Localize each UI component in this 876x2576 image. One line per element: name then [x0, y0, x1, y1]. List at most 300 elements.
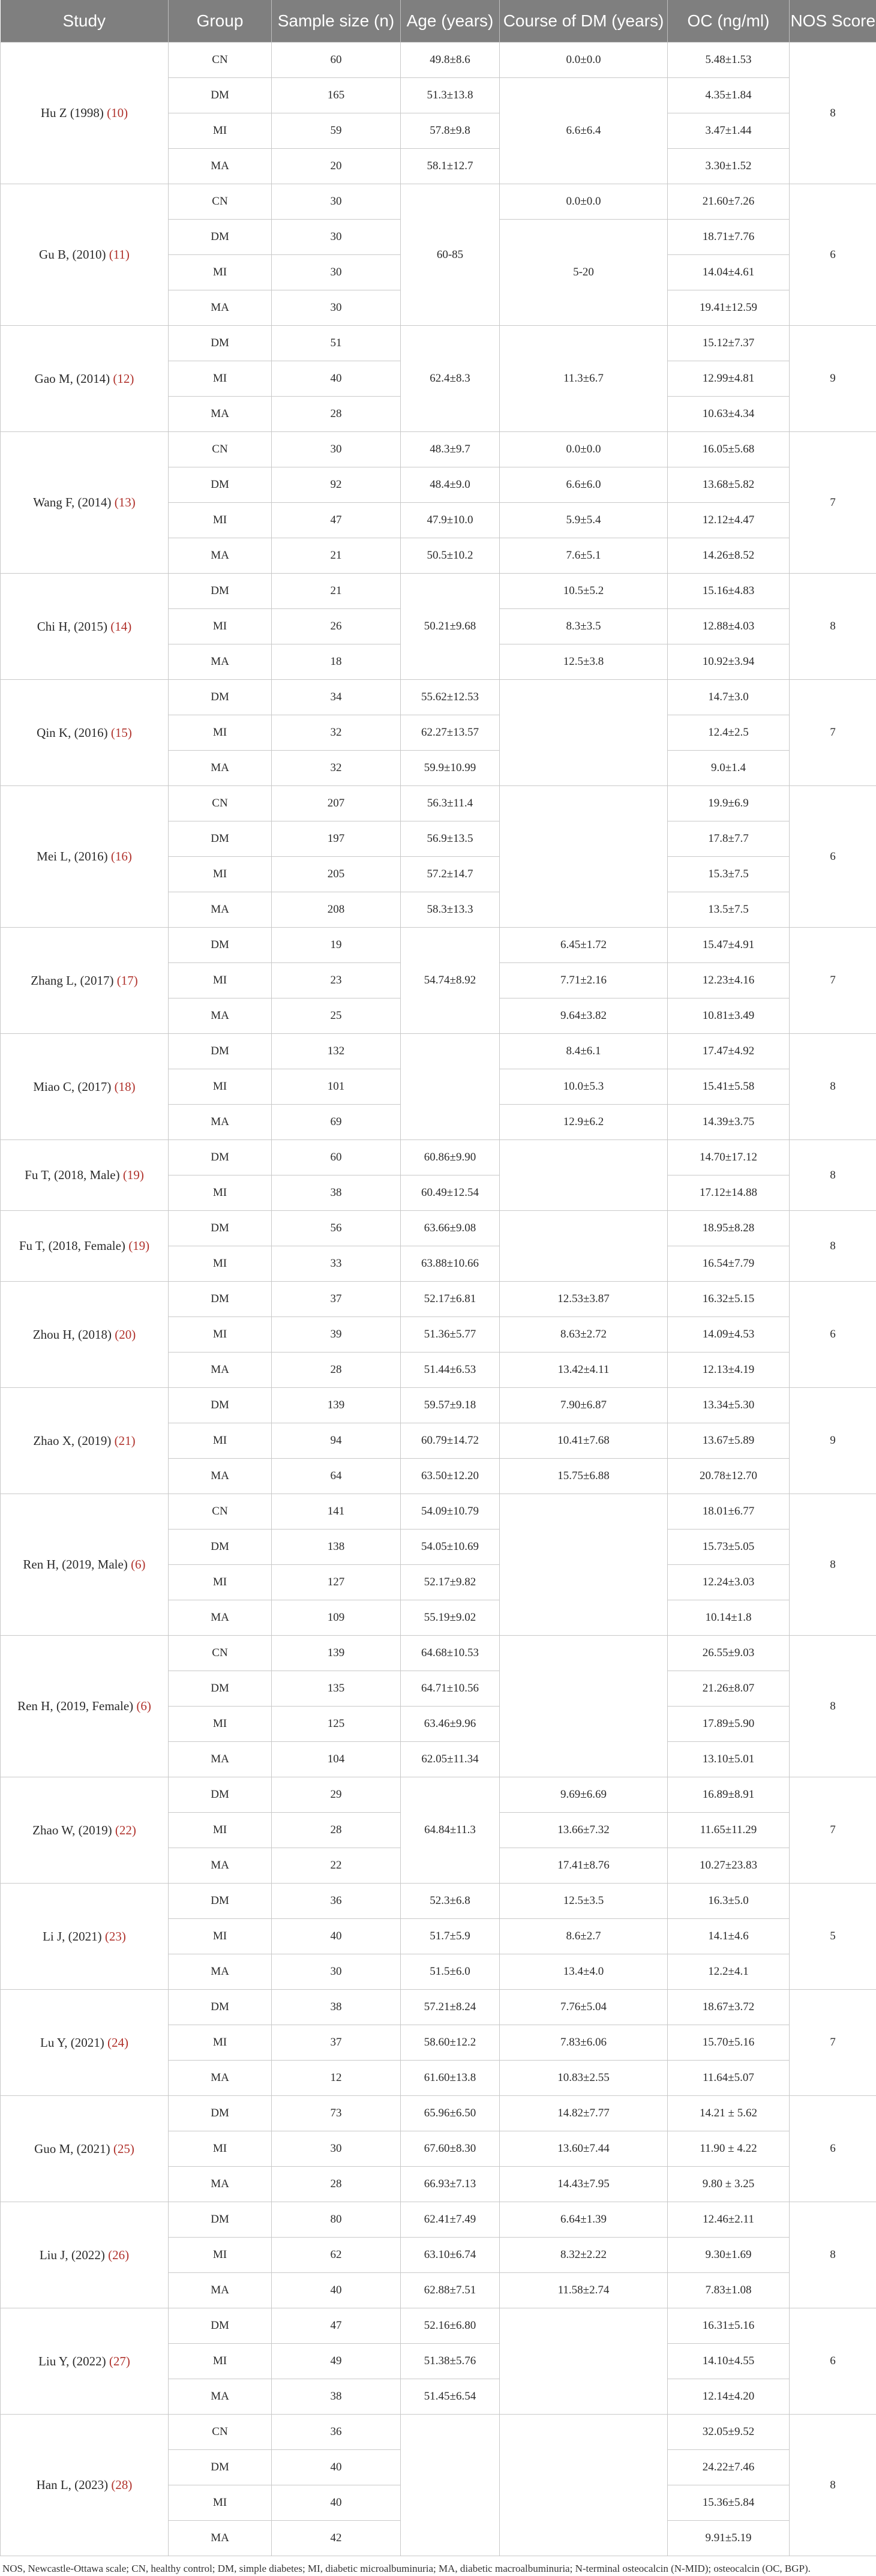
group-cell: MA — [169, 2379, 272, 2415]
age-cell: 52.17±9.82 — [401, 1565, 500, 1600]
oc-cell: 17.47±4.92 — [668, 1034, 790, 1069]
sample-size-cell: 138 — [272, 1530, 401, 1565]
study-reference-link[interactable]: (14) — [110, 619, 131, 634]
sample-size-cell: 94 — [272, 1423, 401, 1459]
age-cell: 56.9±13.5 — [401, 821, 500, 857]
age-cell: 63.10±6.74 — [401, 2238, 500, 2273]
study-cell — [1, 1990, 169, 2096]
header-nos: NOS Score — [790, 0, 876, 43]
study-reference-link[interactable]: (21) — [115, 1434, 136, 1448]
sample-size-cell: 197 — [272, 821, 401, 857]
study-cell — [1, 1034, 169, 1140]
course-dm-cell: 12.5±3.8 — [500, 644, 668, 680]
oc-cell: 17.8±7.7 — [668, 821, 790, 857]
sample-size-cell: 23 — [272, 963, 401, 998]
study-reference-link[interactable]: (20) — [115, 1327, 136, 1342]
age-cell: 51.3±13.8 — [401, 78, 500, 113]
age-cell: 57.21±8.24 — [401, 1990, 500, 2025]
table-row — [1, 574, 876, 609]
sample-size-cell: 47 — [272, 503, 401, 538]
group-cell: DM — [169, 1282, 272, 1317]
oc-cell: 13.5±7.5 — [668, 892, 790, 928]
group-cell: CN — [169, 432, 272, 467]
sample-size-cell: 139 — [272, 1636, 401, 1671]
nos-score-cell: 8 — [790, 2415, 876, 2556]
oc-cell: 16.31±5.16 — [668, 2308, 790, 2344]
study-reference-link[interactable]: (19) — [123, 1168, 144, 1182]
oc-cell: 14.10±4.55 — [668, 2344, 790, 2379]
group-cell: MI — [169, 963, 272, 998]
course-dm-cell: 9.69±6.69 — [500, 1777, 668, 1813]
oc-cell: 12.4±2.5 — [668, 715, 790, 751]
study-reference-link[interactable]: (24) — [107, 2035, 128, 2050]
course-dm-cell: 12.5±3.5 — [500, 1884, 668, 1919]
sample-size-cell: 60 — [272, 1140, 401, 1175]
study-reference-link[interactable]: (6) — [131, 1557, 146, 1572]
oc-cell: 15.12±7.37 — [668, 326, 790, 361]
group-cell: DM — [169, 1777, 272, 1813]
age-cell: 60-85 — [401, 184, 500, 326]
age-cell: 62.4±8.3 — [401, 326, 500, 432]
oc-cell: 19.9±6.9 — [668, 786, 790, 821]
course-dm-cell: 9.64±3.82 — [500, 998, 668, 1034]
table-row — [1, 1388, 876, 1423]
study-reference-link[interactable]: (26) — [108, 2248, 129, 2262]
sample-size-cell: 207 — [272, 786, 401, 821]
nos-score-cell: 6 — [790, 1282, 876, 1388]
age-cell: 48.4±9.0 — [401, 467, 500, 503]
sample-size-cell: 104 — [272, 1742, 401, 1777]
nos-score-cell: 6 — [790, 2096, 876, 2202]
age-cell: 52.17±6.81 — [401, 1282, 500, 1317]
group-cell: MA — [169, 1742, 272, 1777]
study-reference-link[interactable]: (19) — [128, 1238, 149, 1253]
study-reference-link[interactable]: (6) — [136, 1699, 151, 1713]
sample-size-cell: 56 — [272, 1211, 401, 1246]
oc-cell: 21.60±7.26 — [668, 184, 790, 220]
sample-size-cell: 40 — [272, 2273, 401, 2308]
sample-size-cell: 80 — [272, 2202, 401, 2238]
header-oc: OC (ng/ml) — [668, 0, 790, 43]
age-cell: 47.9±10.0 — [401, 503, 500, 538]
sample-size-cell: 36 — [272, 1884, 401, 1919]
age-cell: 55.19±9.02 — [401, 1600, 500, 1636]
age-cell: 62.88±7.51 — [401, 2273, 500, 2308]
study-cell — [1, 1777, 169, 1884]
course-dm-cell: 8.63±2.72 — [500, 1317, 668, 1353]
group-cell: MI — [169, 1813, 272, 1848]
age-cell: 51.38±5.76 — [401, 2344, 500, 2379]
sample-size-cell: 135 — [272, 1671, 401, 1707]
oc-cell: 15.73±5.05 — [668, 1530, 790, 1565]
nos-score-cell: 7 — [790, 1777, 876, 1884]
course-dm-cell: 14.43±7.95 — [500, 2167, 668, 2202]
oc-cell: 14.7±3.0 — [668, 680, 790, 715]
oc-cell: 7.83±1.08 — [668, 2273, 790, 2308]
sample-size-cell: 28 — [272, 1353, 401, 1388]
course-dm-cell: 11.58±2.74 — [500, 2273, 668, 2308]
group-cell: MA — [169, 2167, 272, 2202]
sample-size-cell: 40 — [272, 1919, 401, 1954]
study-reference-link[interactable]: (27) — [109, 2354, 130, 2368]
study-reference-link[interactable]: (16) — [111, 849, 132, 863]
nos-score-cell: 8 — [790, 43, 876, 184]
oc-cell: 19.41±12.59 — [668, 290, 790, 326]
oc-cell: 16.32±5.15 — [668, 1282, 790, 1317]
group-cell: MA — [169, 751, 272, 786]
study-cell — [1, 326, 169, 432]
sample-size-cell: 132 — [272, 1034, 401, 1069]
oc-cell: 12.99±4.81 — [668, 361, 790, 397]
age-cell: 51.36±5.77 — [401, 1317, 500, 1353]
study-name: Miao C, (2017) — [33, 1079, 111, 1094]
study-cell — [1, 574, 169, 680]
course-dm-cell: 17.41±8.76 — [500, 1848, 668, 1884]
oc-cell: 4.35±1.84 — [668, 78, 790, 113]
sample-size-cell: 64 — [272, 1459, 401, 1494]
sample-size-cell: 40 — [272, 2450, 401, 2485]
study-cell — [1, 680, 169, 786]
nos-score-cell: 8 — [790, 1140, 876, 1211]
study-reference-link[interactable]: (15) — [111, 725, 132, 740]
study-reference-link[interactable]: (25) — [113, 2142, 134, 2156]
oc-cell: 12.14±4.20 — [668, 2379, 790, 2415]
sample-size-cell: 62 — [272, 2238, 401, 2273]
course-dm-cell: 15.75±6.88 — [500, 1459, 668, 1494]
oc-cell: 18.95±8.28 — [668, 1211, 790, 1246]
age-cell: 51.5±6.0 — [401, 1954, 500, 1990]
sample-size-cell: 60 — [272, 43, 401, 78]
oc-cell: 14.04±4.61 — [668, 255, 790, 290]
study-name: Li J, (2021) — [43, 1929, 102, 1944]
oc-cell: 14.1±4.6 — [668, 1919, 790, 1954]
nos-score-cell: 8 — [790, 1494, 876, 1636]
group-cell: DM — [169, 2096, 272, 2131]
oc-cell: 16.3±5.0 — [668, 1884, 790, 1919]
age-cell: 62.27±13.57 — [401, 715, 500, 751]
age-cell: 58.3±13.3 — [401, 892, 500, 928]
group-cell: CN — [169, 43, 272, 78]
age-cell: 54.74±8.92 — [401, 928, 500, 1034]
course-dm-cell — [500, 680, 668, 786]
course-dm-cell: 6.6±6.0 — [500, 467, 668, 503]
age-cell: 64.84±11.3 — [401, 1777, 500, 1884]
sample-size-cell: 28 — [272, 2167, 401, 2202]
course-dm-cell: 5-20 — [500, 220, 668, 326]
course-dm-cell: 13.42±4.11 — [500, 1353, 668, 1388]
oc-cell: 18.67±3.72 — [668, 1990, 790, 2025]
age-cell: 58.1±12.7 — [401, 149, 500, 184]
table-row — [1, 184, 876, 220]
study-reference-link[interactable]: (28) — [111, 2478, 132, 2492]
sample-size-cell: 26 — [272, 609, 401, 644]
oc-cell: 20.78±12.70 — [668, 1459, 790, 1494]
sample-size-cell: 30 — [272, 220, 401, 255]
oc-cell: 9.80 ± 3.25 — [668, 2167, 790, 2202]
group-cell: MI — [169, 1246, 272, 1282]
oc-cell: 15.41±5.58 — [668, 1069, 790, 1105]
age-cell: 54.05±10.69 — [401, 1530, 500, 1565]
study-name: Han L, (2023) — [37, 2478, 109, 2492]
group-cell: MA — [169, 290, 272, 326]
table-row — [1, 2096, 876, 2131]
table-row — [1, 1884, 876, 1919]
study-name: Qin K, (2016) — [37, 725, 107, 740]
oc-cell: 24.22±7.46 — [668, 2450, 790, 2485]
group-cell: MA — [169, 892, 272, 928]
oc-cell: 12.13±4.19 — [668, 1353, 790, 1388]
sample-size-cell: 30 — [272, 2131, 401, 2167]
oc-cell: 3.30±1.52 — [668, 149, 790, 184]
sample-size-cell: 18 — [272, 644, 401, 680]
group-cell: MI — [169, 1919, 272, 1954]
sample-size-cell: 92 — [272, 467, 401, 503]
study-name: Wang F, (2014) — [33, 495, 111, 509]
course-dm-cell — [500, 1140, 668, 1211]
course-dm-cell: 5.9±5.4 — [500, 503, 668, 538]
nos-score-cell: 7 — [790, 928, 876, 1034]
study-name: Fu T, (2018, Male) — [25, 1168, 119, 1182]
nos-score-cell: 7 — [790, 680, 876, 786]
age-cell: 64.68±10.53 — [401, 1636, 500, 1671]
sample-size-cell: 36 — [272, 2415, 401, 2450]
sample-size-cell: 109 — [272, 1600, 401, 1636]
age-cell: 50.21±9.68 — [401, 574, 500, 680]
age-cell: 57.2±14.7 — [401, 857, 500, 892]
study-reference-link[interactable]: (11) — [109, 247, 130, 262]
course-dm-cell: 0.0±0.0 — [500, 432, 668, 467]
course-dm-cell — [500, 2415, 668, 2556]
nos-score-cell: 9 — [790, 1388, 876, 1494]
group-cell: MA — [169, 644, 272, 680]
nos-score-cell: 7 — [790, 432, 876, 574]
sample-size-cell: 38 — [272, 1990, 401, 2025]
group-cell: MI — [169, 609, 272, 644]
group-cell: DM — [169, 574, 272, 609]
group-cell: MI — [169, 2238, 272, 2273]
header-course-dm: Course of DM (years) — [500, 0, 668, 43]
sample-size-cell: 22 — [272, 1848, 401, 1884]
oc-cell: 12.88±4.03 — [668, 609, 790, 644]
table-row — [1, 326, 876, 361]
group-cell: DM — [169, 2202, 272, 2238]
oc-cell: 12.23±4.16 — [668, 963, 790, 998]
study-cell — [1, 1211, 169, 1282]
age-cell: 56.3±11.4 — [401, 786, 500, 821]
nos-score-cell: 8 — [790, 1636, 876, 1777]
oc-cell: 14.09±4.53 — [668, 1317, 790, 1353]
course-dm-cell — [500, 1211, 668, 1282]
study-cell — [1, 1636, 169, 1777]
group-cell: DM — [169, 1990, 272, 2025]
course-dm-cell: 12.53±3.87 — [500, 1282, 668, 1317]
study-name: Gu B, (2010) — [39, 247, 106, 262]
course-dm-cell: 10.5±5.2 — [500, 574, 668, 609]
group-cell: MI — [169, 503, 272, 538]
oc-cell: 15.16±4.83 — [668, 574, 790, 609]
nos-score-cell: 5 — [790, 1884, 876, 1990]
course-dm-cell: 8.32±2.22 — [500, 2238, 668, 2273]
sample-size-cell: 32 — [272, 751, 401, 786]
sample-size-cell: 30 — [272, 290, 401, 326]
table-row — [1, 1211, 876, 1246]
table-row — [1, 432, 876, 467]
course-dm-cell — [500, 2308, 668, 2415]
course-dm-cell: 6.45±1.72 — [500, 928, 668, 963]
course-dm-cell — [500, 1494, 668, 1636]
age-cell: 48.3±9.7 — [401, 432, 500, 467]
age-cell: 58.60±12.2 — [401, 2025, 500, 2061]
group-cell: MA — [169, 2061, 272, 2096]
course-dm-cell: 6.64±1.39 — [500, 2202, 668, 2238]
group-cell: MI — [169, 857, 272, 892]
group-cell: DM — [169, 78, 272, 113]
study-cell — [1, 1884, 169, 1990]
age-cell: 63.50±12.20 — [401, 1459, 500, 1494]
nos-score-cell: 7 — [790, 1990, 876, 2096]
oc-cell: 14.26±8.52 — [668, 538, 790, 574]
age-cell: 64.71±10.56 — [401, 1671, 500, 1707]
age-cell: 66.93±7.13 — [401, 2167, 500, 2202]
sample-size-cell: 42 — [272, 2521, 401, 2556]
table-row — [1, 2308, 876, 2344]
header-study: Study — [1, 0, 169, 43]
group-cell: MA — [169, 2521, 272, 2556]
header-sample-size: Sample size (n) — [272, 0, 401, 43]
sample-size-cell: 12 — [272, 2061, 401, 2096]
sample-size-cell: 38 — [272, 2379, 401, 2415]
sample-size-cell: 208 — [272, 892, 401, 928]
group-cell: MI — [169, 2485, 272, 2521]
oc-cell: 14.39±3.75 — [668, 1105, 790, 1140]
group-cell: MI — [169, 1565, 272, 1600]
group-cell: DM — [169, 1671, 272, 1707]
sample-size-cell: 40 — [272, 2485, 401, 2521]
oc-cell: 15.70±5.16 — [668, 2025, 790, 2061]
group-cell: DM — [169, 467, 272, 503]
study-cell — [1, 2202, 169, 2308]
study-name: Gao M, (2014) — [35, 371, 110, 386]
group-cell: DM — [169, 220, 272, 255]
oc-cell: 13.10±5.01 — [668, 1742, 790, 1777]
age-cell: 60.49±12.54 — [401, 1175, 500, 1211]
study-reference-link[interactable]: (12) — [113, 371, 134, 386]
sample-size-cell: 73 — [272, 2096, 401, 2131]
sample-size-cell: 49 — [272, 2344, 401, 2379]
table-row — [1, 786, 876, 821]
oc-cell: 17.12±14.88 — [668, 1175, 790, 1211]
table-body — [1, 43, 876, 2556]
study-name: Chi H, (2015) — [37, 619, 107, 634]
study-cell — [1, 1282, 169, 1388]
sample-size-cell: 19 — [272, 928, 401, 963]
study-cell — [1, 1494, 169, 1636]
group-cell: DM — [169, 1884, 272, 1919]
group-cell: MI — [169, 2025, 272, 2061]
course-dm-cell: 7.76±5.04 — [500, 1990, 668, 2025]
group-cell: MA — [169, 2273, 272, 2308]
study-reference-link[interactable]: (17) — [117, 973, 138, 988]
header-group: Group — [169, 0, 272, 43]
course-dm-cell: 6.6±6.4 — [500, 78, 668, 184]
study-reference-link[interactable]: (13) — [115, 495, 136, 509]
group-cell: MA — [169, 1459, 272, 1494]
oc-cell: 15.47±4.91 — [668, 928, 790, 963]
oc-cell: 13.67±5.89 — [668, 1423, 790, 1459]
oc-cell: 12.46±2.11 — [668, 2202, 790, 2238]
study-name: Zhao X, (2019) — [33, 1434, 111, 1448]
sample-size-cell: 39 — [272, 1317, 401, 1353]
oc-cell: 11.65±11.29 — [668, 1813, 790, 1848]
study-name: Liu J, (2022) — [40, 2248, 105, 2262]
table-row — [1, 1636, 876, 1671]
study-name: Zhao W, (2019) — [32, 1823, 112, 1837]
group-cell: DM — [169, 2308, 272, 2344]
study-reference-link[interactable]: (18) — [115, 1079, 136, 1094]
course-dm-cell — [500, 1636, 668, 1777]
age-cell: 62.05±11.34 — [401, 1742, 500, 1777]
sample-size-cell: 21 — [272, 574, 401, 609]
age-cell: 63.88±10.66 — [401, 1246, 500, 1282]
oc-cell: 9.30±1.69 — [668, 2238, 790, 2273]
course-dm-cell: 14.82±7.77 — [500, 2096, 668, 2131]
oc-cell: 12.12±4.47 — [668, 503, 790, 538]
sample-size-cell: 30 — [272, 184, 401, 220]
age-cell — [401, 2415, 500, 2556]
study-reference-link[interactable]: (23) — [105, 1929, 126, 1944]
group-cell: MI — [169, 255, 272, 290]
group-cell: MI — [169, 2344, 272, 2379]
sample-size-cell: 38 — [272, 1175, 401, 1211]
age-cell: 52.3±6.8 — [401, 1884, 500, 1919]
course-dm-cell: 8.6±2.7 — [500, 1919, 668, 1954]
oc-cell: 10.27±23.83 — [668, 1848, 790, 1884]
oc-cell: 12.24±3.03 — [668, 1565, 790, 1600]
table-row — [1, 1494, 876, 1530]
group-cell: MA — [169, 998, 272, 1034]
course-dm-cell: 7.90±6.87 — [500, 1388, 668, 1423]
sample-size-cell: 127 — [272, 1565, 401, 1600]
sample-size-cell: 51 — [272, 326, 401, 361]
age-cell: 52.16±6.80 — [401, 2308, 500, 2344]
study-cell — [1, 184, 169, 326]
course-dm-cell: 12.9±6.2 — [500, 1105, 668, 1140]
study-name: Liu Y, (2022) — [38, 2354, 106, 2368]
sample-size-cell: 205 — [272, 857, 401, 892]
age-cell: 55.62±12.53 — [401, 680, 500, 715]
sample-size-cell: 37 — [272, 1282, 401, 1317]
study-name: Ren H, (2019, Female) — [17, 1699, 133, 1713]
oc-cell: 12.2±4.1 — [668, 1954, 790, 1990]
group-cell: CN — [169, 786, 272, 821]
group-cell: MI — [169, 1707, 272, 1742]
group-cell: MI — [169, 361, 272, 397]
course-dm-cell: 13.66±7.32 — [500, 1813, 668, 1848]
age-cell: 67.60±8.30 — [401, 2131, 500, 2167]
sample-size-cell: 30 — [272, 432, 401, 467]
course-dm-cell: 7.83±6.06 — [500, 2025, 668, 2061]
sample-size-cell: 165 — [272, 78, 401, 113]
age-cell: 59.57±9.18 — [401, 1388, 500, 1423]
study-reference-link[interactable]: (10) — [107, 106, 128, 120]
oc-cell: 11.64±5.07 — [668, 2061, 790, 2096]
course-dm-cell: 10.0±5.3 — [500, 1069, 668, 1105]
course-dm-cell: 0.0±0.0 — [500, 43, 668, 78]
course-dm-cell: 0.0±0.0 — [500, 184, 668, 220]
study-cell — [1, 786, 169, 928]
study-reference-link[interactable]: (22) — [115, 1823, 136, 1837]
course-dm-cell: 8.3±3.5 — [500, 609, 668, 644]
